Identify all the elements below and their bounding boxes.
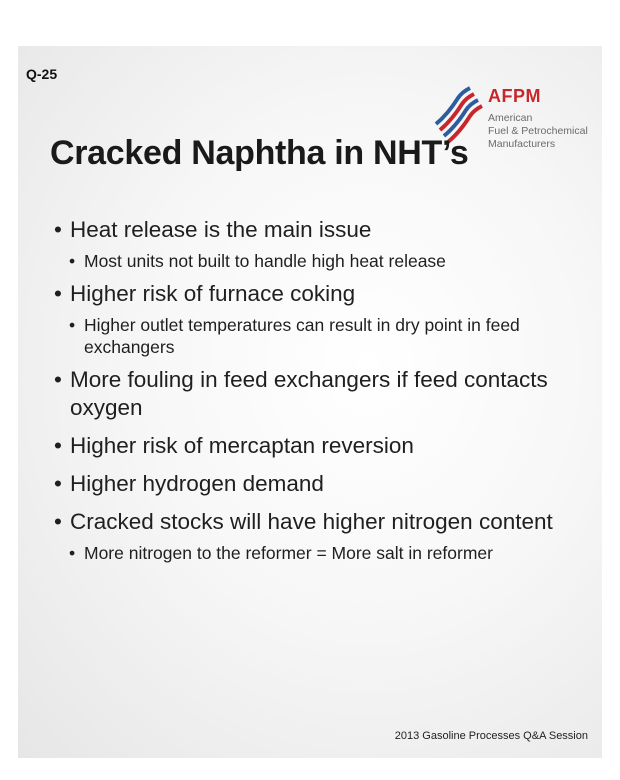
sub-bullet-item: • Most units not built to handle high heat release — [54, 250, 574, 272]
bullet-list — [54, 216, 574, 572]
slide-title: Cracked Naphtha in NHT’s — [50, 134, 469, 172]
logo-name-line3: Manufacturers — [488, 138, 556, 150]
logo-acronym: AFPM — [488, 86, 541, 106]
logo-full-name — [488, 112, 602, 151]
bullet-item: • More fouling in feed exchangers if feed contacts oxygen — [54, 366, 574, 422]
bullet-item: • Higher risk of mercaptan reversion — [54, 432, 574, 460]
bullet-item: • Cracked stocks will have higher nitrogen content — [54, 508, 574, 536]
bullet-item: • Heat release is the main issue — [54, 216, 574, 244]
logo-name-line1: American — [488, 112, 533, 124]
bullet-item: • Higher risk of furnace coking — [54, 280, 574, 308]
bullet-item: • Higher hydrogen demand — [54, 470, 574, 498]
sub-bullet-item: • More nitrogen to the reformer = More salt in reformer — [54, 542, 574, 564]
logo-name-line2: Fuel & Petrochemical — [488, 125, 588, 137]
sub-bullet-item: • Higher outlet temperatures can result in dry point in feed exchangers — [54, 314, 574, 358]
footer-session-label: 2013 Gasoline Processes Q&A Session — [394, 730, 588, 742]
question-number: Q-25 — [26, 66, 58, 82]
slide — [18, 46, 602, 758]
